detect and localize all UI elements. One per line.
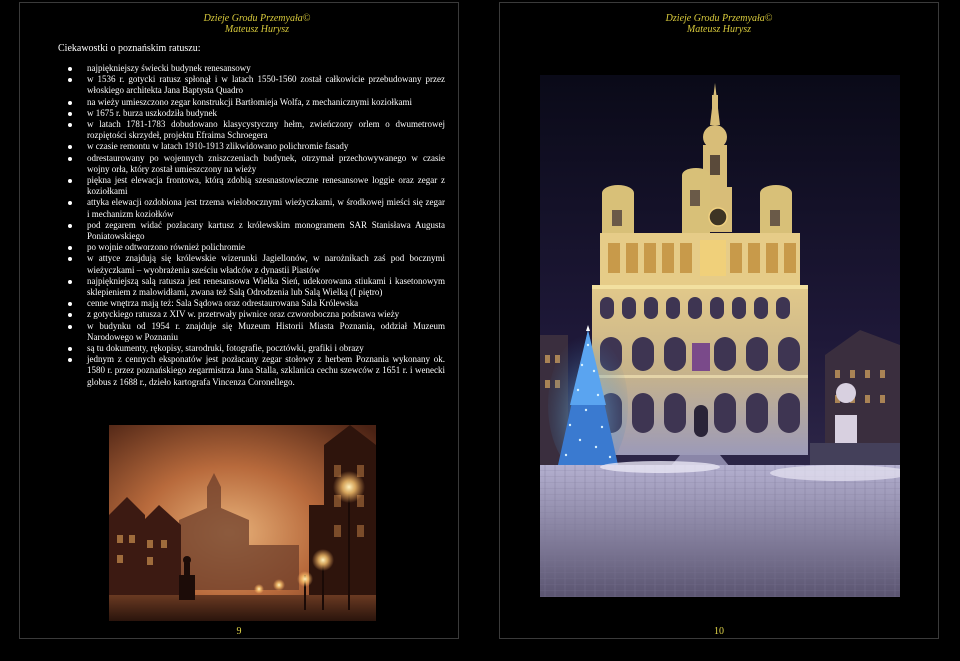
section-title: Ciekawostki o poznańskim ratuszu: (58, 43, 201, 54)
page-header (500, 13, 938, 35)
list-item: piękna jest elewacja frontowa, którą zdobią szesnastowieczne renesansowe loggie oraz zegar z koziołkami (87, 175, 445, 197)
town-hall-image (540, 75, 900, 597)
list-item: po wojnie odtworzono również polichromie (87, 242, 445, 253)
list-item: attyka elewacji ozdobiona jest trzema wielobocznymi wieżyczkami, w środkowej mieści się zegar i mechanizm koziołków (87, 197, 445, 219)
list-item: w czasie remontu w latach 1910-1913 zlikwidowano polichromie fasady (87, 141, 445, 152)
list-item: cenne wnętrza mają też: Sala Sądowa oraz odrestaurowana Sala Królewska (87, 298, 445, 309)
list-item: w attyce znajdują się królewskie wizerunki Jagiellonów, w narożnikach zaś pod bocznymi wieżyczkami – wyobrażenia sześciu władców z dynastii Piastów (87, 253, 445, 275)
facts-list (65, 63, 445, 388)
list-item: z gotyckiego ratusza z XIV w. przetrwały piwnice oraz czworoboczna podstawa wieży (87, 309, 445, 320)
list-item: na wieży umieszczono zegar konstrukcji Bartłomieja Wolfa, z mechanicznymi koziołkami (87, 97, 445, 108)
page-number: 9 (236, 626, 242, 637)
list-item: odrestaurowany po wojennych zniszczeniach budynek, otrzymał przechowywanego w czasie wojny orła, który został umieszczony na wieży (87, 152, 445, 174)
header-title: Dzieje Grodu Przemyała© (203, 13, 311, 24)
list-item: w 1536 r. gotycki ratusz spłonął i w latach 1550-1560 został całkowicie przebudowany przez włoskiego architekta Jana Baptysta Quadro (87, 74, 445, 96)
list-item: w latach 1781-1783 dobudowano klasycystyczny hełm, zwieńczony orlem o dwumetrowej rozpiętości skrzydeł, projektu Efraima Schroegera (87, 119, 445, 141)
list-item: najpiękniejszą salą ratusza jest renesansowa Wielka Sień, udekorowana stiukami i kasetonowym sklepieniem z malowidłami, zwana też Salą Odrodzenia lub Salą Wielką (I piętro) (87, 275, 445, 298)
foggy-square-photo (109, 425, 376, 621)
list-item: w 1675 r. burza uszkodziła budynek (87, 108, 445, 119)
list-item: najpiękniejszy świecki budynek renesansowy (87, 63, 445, 74)
list-item: jednym z cennych eksponatów jest pozłacany zegar stołowy z herbem Poznania wykonany ok. 1580 r. przez poznańskiego zegarmistrza Jana Stalla, szklanica cechu szewców z 1651 r. i wenecki globus z 1688 r., dzieło kartografa Vincenza Coronellego. (87, 354, 445, 387)
list-item: w budynku od 1954 r. znajduje się Muzeum Historii Miasta Poznania, oddział Muzeum Narodowego w Poznaniu (87, 320, 445, 342)
left-page (19, 2, 459, 639)
list-item: pod zegarem widać pozłacany kartusz z królewskim monogramem SAR Stanisława Augusta Poniatowskiego (87, 219, 445, 242)
list-item: są tu dokumenty, rękopisy, starodruki, fotografie, pocztówki, grafiki i obrazy (87, 343, 445, 354)
header-title: Dzieje Grodu Przemyała© (665, 13, 773, 24)
page-number: 10 (714, 626, 724, 637)
town-hall-night-photo (540, 75, 900, 597)
foggy-square-image (109, 425, 376, 621)
header-author: Mateusz Hurysz (224, 24, 290, 35)
header-author: Mateusz Hurysz (686, 24, 752, 35)
right-page (499, 2, 939, 639)
page-header (38, 13, 476, 35)
